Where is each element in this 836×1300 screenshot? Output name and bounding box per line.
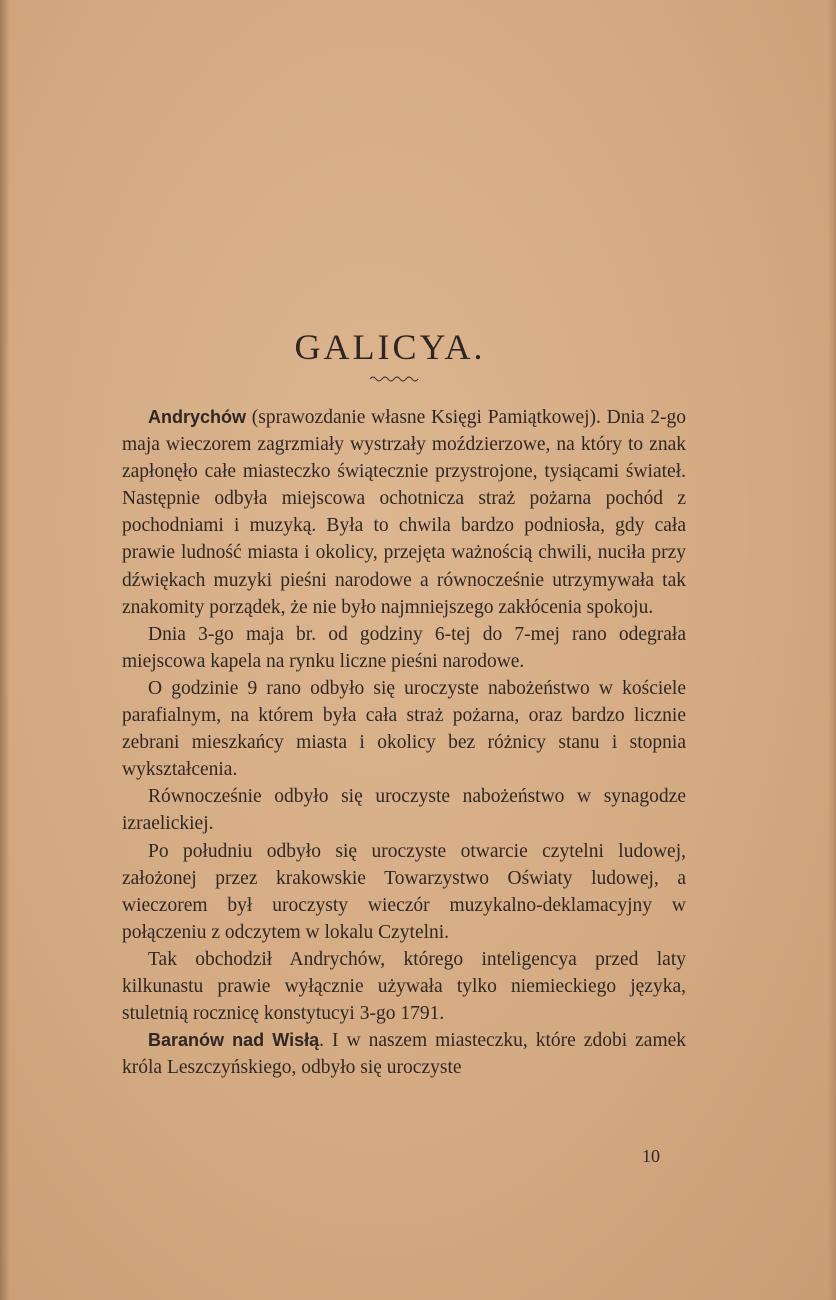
article-body (122, 404, 686, 1081)
place-name-andrychow: Andrychów (148, 407, 247, 427)
paragraph-andrychow (122, 404, 686, 621)
page-edge-right (828, 0, 836, 1300)
paragraph-baranow (122, 1027, 686, 1081)
page-edge-left (0, 0, 10, 1300)
paragraph-text: (sprawozdanie własne Księgi Pamiątkowej). Dnia 2-go maja wieczorem zagrzmiały wystrzały moździerzowe, na który to znak zapłonęło całe miasteczko świątecznie przystrojone, tysiącami świateł. Następnie odbyła miejscowa ochotnicza straż pożarna pochód z pochodniami i muzyką. Była to chwila bardzo podniosła, gdy cała prawie ludność miasta i okolicy, przejęta ważnością chwili, nuciła przy dźwiękach muzyki pieśni narodowe a równocześnie utrzymywała tak znakomity porządek, że nie było najmniejszego zakłócenia spokoju. (122, 407, 686, 618)
place-name-baranow: Baranów nad Wisłą (148, 1030, 320, 1051)
paragraph: Dnia 3-go maja br. od godziny 6-tej do 7-mej rano odegrała miejscowa kapela na rynku liczne pieśni narodowe. (122, 623, 686, 672)
paragraph: O godzinie 9 rano odbyło się uroczyste nabożeństwo w kościele parafialnym, na którem była cała straż pożarna, oraz bardzo licznie zebrani mieszkańcy miasta i okolicy bez różnicy stanu i stopnia wykształcenia. (122, 677, 686, 781)
page-number: 10 (642, 1146, 660, 1166)
paragraph: Równocześnie odbyło się uroczyste nabożeństwo w synagodze izraelickiej. (122, 786, 686, 835)
paragraph: Tak obchodził Andrychów, którego inteligencya przed laty kilkunastu prawie wyłącznie używała tylko niemieckiego języka, stuletnią rocznicę konstytucyi 3-go 1791. (122, 948, 686, 1025)
tilde-rule-ornament (368, 374, 420, 384)
paragraph: Po południu odbyło się uroczyste otwarcie czytelni ludowej, założonej przez krakowskie Towarzystwo Oświaty ludowej, a wieczorem był uroczysty wieczór muzykalno-deklamacyjny w połączeniu z odczytem w lokalu Czytelni. (122, 840, 686, 943)
paragraph-text: . I w naszem miasteczku, które zdobi zamek króla Leszczyńskiego, odbyło się uroczyste (122, 1030, 687, 1079)
chapter-title: GALICYA. (294, 327, 486, 367)
